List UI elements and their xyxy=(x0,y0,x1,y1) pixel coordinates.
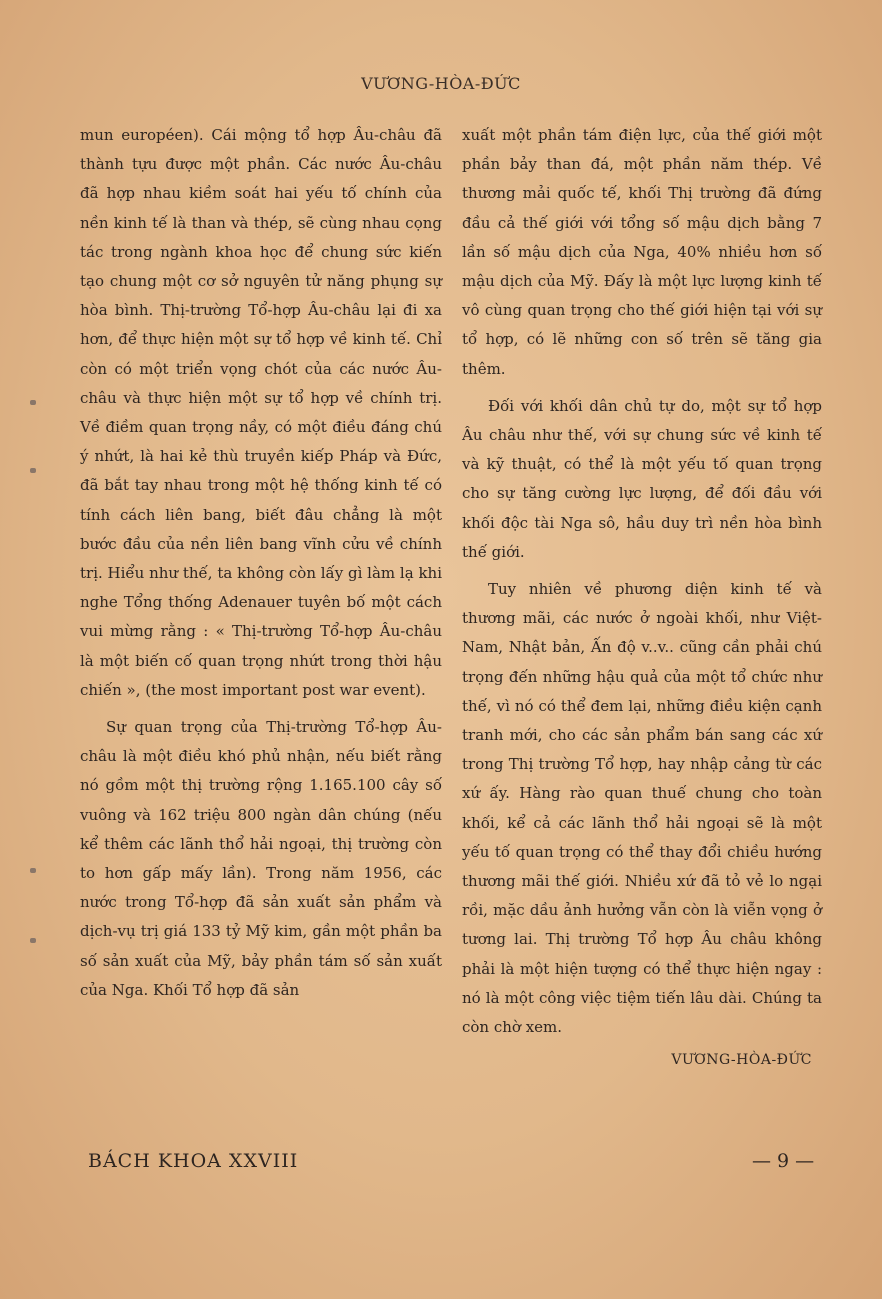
binding-hole-mark xyxy=(30,938,36,943)
author-signature: VƯƠNG-HÒA-ĐỨC xyxy=(671,1052,812,1069)
paragraph: Sự quan trọng của Thị-trường Tổ-hợp Âu-châu là một điều khó phủ nhận, nếu biết rằng nó gồm một thị trường rộng 1.165.100 cây số vuông và 162 triệu 800 ngàn dân chúng (nếu kể thêm các lãnh thổ hải ngoại, thị trường còn to hơn gấp mấy lần). Trong năm 1956, các nước trong Tổ-hợp đã sản xuất sản phẩm và dịch-vụ trị giá 133 tỷ Mỹ kim, gần một phần ba số sản xuất của Mỹ, bảy phần tám số sản xuất của Nga. Khối Tổ hợp đã sản xyxy=(80,718,442,999)
paragraph: mun européen). Cái mộng tổ hợp Âu-châu đã thành tựu được một phần. Các nước Âu-châu đã hợp nhau kiềm soát hai yếu tố chính của nền kinh tế là than và thép, sẽ cùng nhau cọng tác trong ngành khoa học để chung sức kiến tạo chung một cơ sở nguyên tử năng phụng sự hòa bình. Thị-trường Tổ-hợp Âu-châu lại đi xa hơn, để thực hiện một sự tổ hợp về kinh tế. Chỉ còn có một triển vọng chót của các nước Âu-châu và thực hiện một sự tổ hợp về chính trị. Về điềm quan trọng nầy, có một điều đáng chú ý nhứt, là hai kẻ thù truyền kiếp Pháp và Đức, đã bắt tay nhau trong một hệ thống kinh tế có tính cách liên bang, biết đâu chẳng là một bước đầu của nền liên bang vĩnh cửu về chính trị. Hiểu như thế, ta không còn lấy gì làm lạ khi nghe Tổng thống Adenauer tuyên bố một cách vui mừng rằng : « Thị-trường Tổ-hợp Âu-châu là một biến cố quan trọng nhứt trong thời hậu chiến », (the most important post war event). xyxy=(80,126,442,699)
page-number: — 9 — xyxy=(752,1150,815,1172)
binding-hole-mark xyxy=(30,868,36,873)
binding-hole-mark xyxy=(30,468,36,473)
journal-title: BÁCH KHOA XXVIII xyxy=(88,1150,299,1172)
right-column xyxy=(462,121,822,1076)
paragraph: Đối với khối dân chủ tự do, một sự tổ hợp Âu châu như thế, với sự chung sức về kinh tế và kỹ thuật, có thể là một yếu tố quan trọng cho sự tăng cường lực lượng, để đối đầu với khối độc tài Nga sô, hầu duy trì nền hòa bình thế giới. xyxy=(462,396,822,561)
binding-hole-mark xyxy=(30,400,36,405)
paragraph: xuất một phần tám điện lực, của thế giới một phần bảy than đá, một phần năm thép. Về thương mải quốc tế, khối Thị trường đã đứng đầu cả thế giới với tổng số mậu dịch bằng 7 lần số mậu dịch của Nga, 40% nhiều hơn số mậu dịch của Mỹ. Đấy là một lực lượng kinh tế vô cùng quan trọng cho thế giới hiện tại với sự tổ hợp, có lẽ những con số trên sẽ tăng gia thêm. xyxy=(462,126,822,378)
running-title: VƯƠNG-HÒA-ĐỨC xyxy=(361,74,521,93)
left-column xyxy=(80,121,442,1005)
paragraph: Tuy nhiên về phương diện kinh tế và thương mãi, các nước ở ngoài khối, như Việt-Nam, Nhật bản, Ấn độ v..v.. cũng cần phải chú trọng đến những hậu quả của một tổ chức như thế, vì nó có thể đem lại, những điều kiện cạnh tranh mới, cho các sản phẩm bán sang các xứ trong Thị trường Tổ hợp, hay nhập cảng từ các xứ ấy. Hàng rào quan thuế chung cho toàn khối, kể cả các lãnh thổ hải ngoại sẽ là một yếu tố quan trọng có thể thay đổi chiều hướng thương mãi thế giới. Nhiều xứ đã tỏ vẻ lo ngại rồi, mặc dầu ảnh hưởng vẫn còn là viễn vọng ở tương lai. Thị trường Tổ hợp Âu châu không phải là một hiện tượng có thể thực hiện ngay : nó là một công việc tiệm tiến lâu dài. Chúng ta còn chờ xem. xyxy=(462,580,822,1037)
